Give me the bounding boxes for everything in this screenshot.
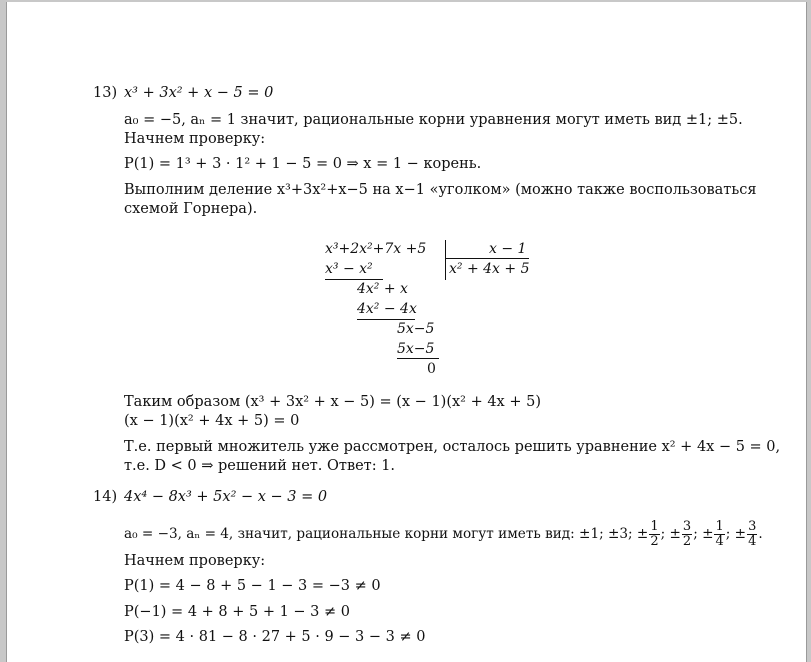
fraction-1-4: $\frac{1}{4}$: [715, 519, 724, 549]
problem-13-line9: т.е. D < 0 ⇒ решений нет. Ответ: 1.: [124, 458, 396, 474]
problem-14-line5: P(3) = 4 · 81 − 8 · 27 + 5 · 9 − 3 − 3 ≠ 0: [124, 629, 426, 645]
division-rem2: 5x−5: [397, 321, 435, 337]
problem-13-number: 13): [93, 85, 118, 101]
problem-14-line1: a₀ = −3, aₙ = 4, значит, рациональные корни могут иметь вид: ±1; ±3; ± $\frac{1}{2}$ ; ± $\frac{3}{2}$ ; ± $\frac{1}{4}$ ; ± $\frac{3}{4}$ .: [124, 519, 763, 549]
fraction-3-2: $\frac{3}{2}$: [682, 519, 692, 549]
problem-14-number: 14): [93, 489, 118, 505]
document-page: [6, 2, 807, 662]
fraction-3-4: $\frac{3}{4}$: [748, 519, 757, 549]
division-rule3: [397, 358, 439, 359]
division-vertical-bar: [445, 240, 446, 280]
fraction-1-2: $\frac{1}{2}$: [650, 519, 659, 549]
division-step2: 4x² − 4x: [357, 301, 417, 317]
division-dividend: x³+2x²+7x +5: [325, 241, 427, 257]
division-rem1: 4x² + x: [357, 281, 408, 297]
problem-13-line5: схемой Горнера).: [124, 201, 258, 217]
problem-14-equation: 4x⁴ − 8x³ + 5x² − x − 3 = 0: [124, 489, 328, 505]
division-quotient-line: [445, 258, 529, 259]
problem-13-line3: P(1) = 1³ + 3 · 1² + 1 − 5 = 0 ⇒ x = 1 − корень.: [124, 156, 482, 172]
problem-13-line7: (x − 1)(x² + 4x + 5) = 0: [124, 413, 300, 429]
problem-13-line8: Т.е. первый множитель уже рассмотрен, осталось решить уравнение x² + 4x − 5 = 0,: [124, 439, 781, 455]
problem-13-line1: a₀ = −5, aₙ = 1 значит, рациональные корни уравнения могут иметь вид ±1; ±5.: [124, 112, 743, 128]
division-step3: 5x−5: [397, 341, 435, 357]
problem-14-line2: Начнем проверку:: [124, 553, 266, 569]
problem-13-line4: Выполним деление x³+3x²+x−5 на x−1 «уголком» (можно также воспользоваться: [124, 182, 757, 198]
division-quotient: x² + 4x + 5: [449, 261, 530, 277]
problem-13-line6: Таким образом (x³ + 3x² + x − 5) = (x − 1)(x² + 4x + 5): [124, 394, 541, 410]
division-step1: x³ − x²: [325, 261, 373, 277]
problem-14-line1-text: a₀ = −3, aₙ = 4, значит, рациональные корни могут иметь вид: ±1; ±3; ±: [124, 526, 649, 542]
division-rem3: 0: [427, 361, 436, 377]
problem-13-equation: x³ + 3x² + x − 5 = 0: [124, 85, 274, 101]
problem-14-line4: P(−1) = 4 + 8 + 5 + 1 − 3 ≠ 0: [124, 604, 351, 620]
division-divisor: x − 1: [489, 241, 527, 257]
problem-14-line3: P(1) = 4 − 8 + 5 − 1 − 3 = −3 ≠ 0: [124, 578, 381, 594]
problem-13-line2: Начнем проверку:: [124, 131, 266, 147]
long-division: [317, 240, 557, 380]
